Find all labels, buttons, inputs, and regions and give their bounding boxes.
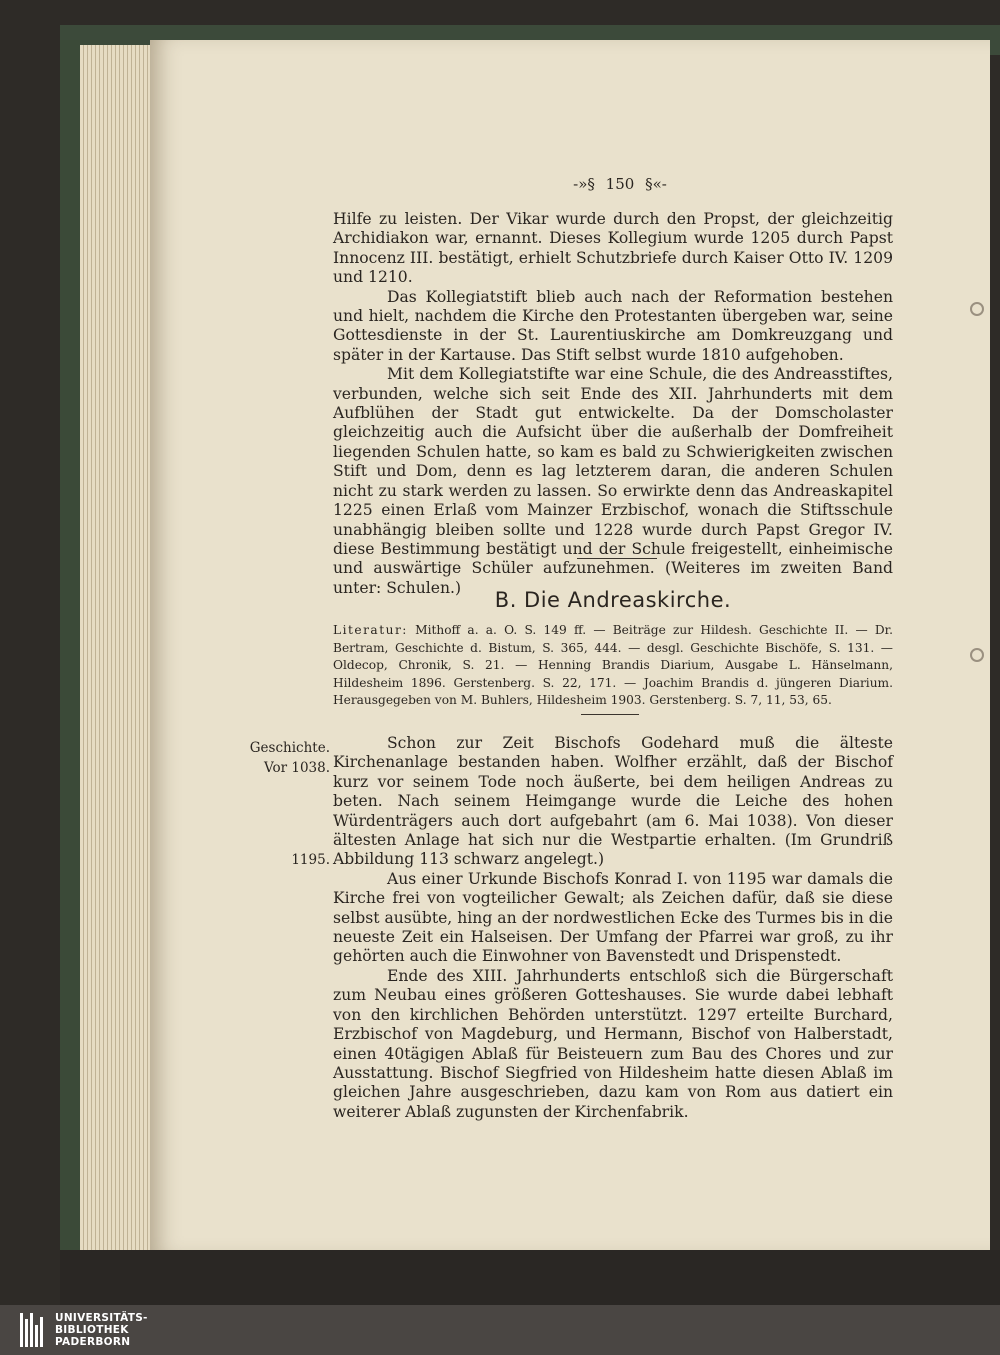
margin-note-geschichte: Geschichte.: [249, 740, 330, 756]
body-text-top: [333, 210, 893, 598]
margin-note-vor-1038: Vor 1038.: [263, 760, 330, 776]
page-ornament-left: -»§: [573, 175, 595, 193]
page-ornament-right: §«-: [645, 175, 667, 193]
library-logo-bar: [0, 1305, 1000, 1355]
paragraph: Das Kollegiatstift blieb auch nach der Reformation bestehen und hielt, nachdem die Kirche den Protestanten übergeben war, seine Gottesdienste in der St. Laurentiuskirche am Domkreuzgang und später in der Kartause. Das Stift selbst wurde 1810 aufgehoben.: [333, 287, 893, 364]
paragraph: Mit dem Kollegiatstifte war eine Schule, die des Andreasstiftes, verbunden, welche sich seit Ende des XII. Jahrhunderts mit dem Aufblühen der Stadt gut entwickelte. Da der Domscholaster gleichzeitig auch die Aufsicht über die außerhalb der Domfreiheit liegenden Schulen hatte, so kam es bald zu Schwierigkeiten zwischen Stift und Dom, denn es lag letzterem daran, die anderen Schulen nicht zu stark werden zu lassen. So erwirkte denn das Andreaskapitel 1225 einen Erlaß vom Mainzer Erzbischof, wonach die Stiftsschule unabhängig bleiben sollte und 1228 wurde durch Papst Gregor IV. diese Bestimmung bestätigt und der Schule freigestellt, einheimische und auswärtige Schüler aufzunehmen. (Weiteres im zweiten Band unter: Schulen.): [333, 365, 893, 597]
paragraph: Ende des XIII. Jahrhunderts entschloß sich die Bürgerschaft zum Neubau eines größeren Gotteshauses. Sie wurde dabei lebhaft von den kirchlichen Behörden unterstützt. 1297 erteilte Burchard, Erzbischof von Magdeburg, und Hermann, Bischof von Halberstadt, einen 40tägigen Ablaß für Beisteuern zum Bau des Chores und zur Ausstattung. Bischof Siegfried von Hildesheim hatte diesen Ablaß im gleichen Jahre ausgeschrieben, dazu kam von Rom aus datiert ein weiterer Ablaß zugunsten der Kirchenfabrik.: [333, 966, 893, 1121]
page-number: [560, 175, 680, 193]
literature-text: Mithoff a. a. O. S. 149 ff. — Beiträge zur Hildesh. Geschichte II. — Dr. Bertram, Geschichte d. Bistum, S. 365, 444. — desgl. Geschichte Bischöfe, S. 131. — Oldecop, Chronik, S. 21. — Henning Brandis Diarium, Ausgabe L. Hänselmann, Hildesheim 1896. Gerstenberg. S. 22, 171. — Joachim Brandis d. jüngeren Diarium. Herausgegeben von M. Buhlers, Hildesheim 1903. Gerstenberg. S. 7, 11, 53, 65.: [333, 623, 893, 707]
library-logo-icon: [20, 1313, 48, 1347]
binding-ring-icon: [970, 302, 984, 316]
literature-label: Literatur:: [333, 623, 408, 637]
page-number-value: 150: [605, 175, 635, 193]
section-heading: B. Die Andreaskirche.: [494, 588, 732, 612]
book-bottom-shadow: [60, 1250, 1000, 1305]
logo-line: PADERBORN: [55, 1336, 131, 1348]
margin-note-1195: 1195.: [291, 852, 330, 868]
literature-block: [333, 622, 893, 710]
paragraph: Schon zur Zeit Bischofs Godehard muß die älteste Kirchenanlage bestanden haben. Wolfher erzählt, daß der Bischof kurz vor seinem Tode noch äußerte, bei dem heiligen Andreas zu beten. Nach seinem Heimgange wurde die Leiche des hohen Würdenträgers auch dort aufgebahrt (am 6. Mai 1038). Von dieser ältesten Anlage hat sich nur die Westpartie erhalten. (Im Grundriß Abbildung 113 schwarz angelegt.): [333, 734, 893, 869]
paragraph: Hilfe zu leisten. Der Vikar wurde durch den Propst, der gleichzeitig Archidiakon war, ernannt. Dieses Kollegium wurde 1205 durch Papst Innocenz III. bestätigt, erhielt Schutzbriefe durch Kaiser Otto IV. 1209 und 1210.: [333, 210, 893, 287]
library-logo-text: [55, 1312, 148, 1348]
literature-divider: [581, 714, 639, 715]
section-divider: [577, 558, 657, 559]
logo-line: BIBLIOTHEK: [55, 1324, 129, 1336]
body-text-bottom: [333, 734, 893, 1122]
logo-line: UNIVERSITÄTS-: [55, 1312, 148, 1324]
page-edges: [80, 45, 160, 1253]
binding-ring-icon: [970, 648, 984, 662]
paragraph: Aus einer Urkunde Bischofs Konrad I. von 1195 war damals die Kirche frei von vogteilicher Gewalt; als Zeichen dafür, daß sie diese selbst ausübte, hing an der nordwestlichen Ecke des Turmes bis in die neueste Zeit ein Halseisen. Der Umfang der Pfarrei war groß, zu ihr gehörten auch die Einwohner von Bavenstedt und Drispenstedt.: [333, 869, 893, 966]
